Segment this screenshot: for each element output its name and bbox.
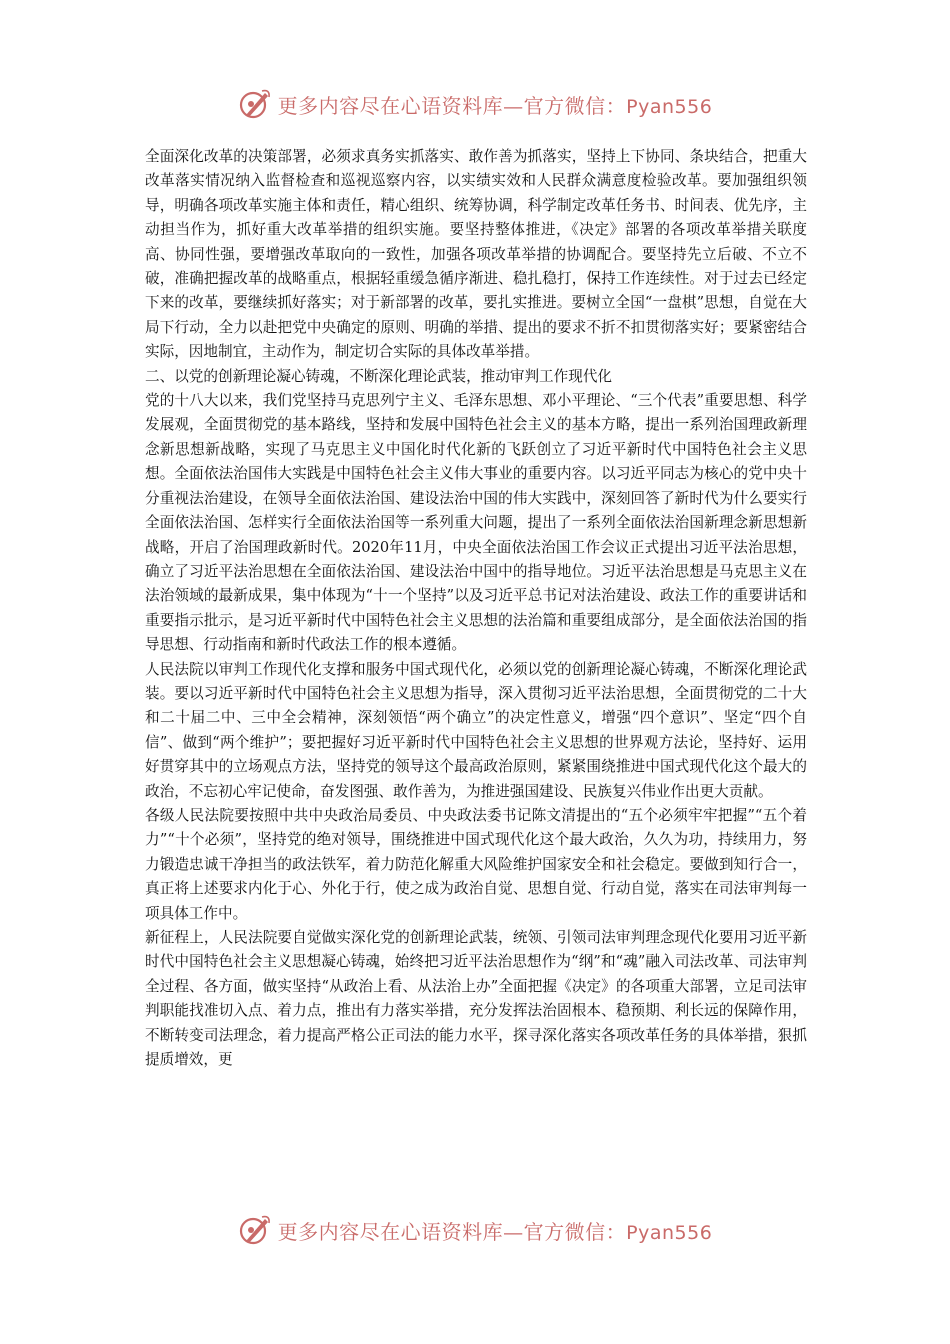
paragraph: 人民法院以审判工作现代化支撑和服务中国式现代化，必须以党的创新理论凝心铸魂，不断深化理论武装。要以习近平新时代中国特色社会主义思想为指导，深入贯彻习近平法治思想，全面贯彻党的二十大和二十届二中、三中全会精神，深刻领悟“两个确立”的决定性意义，增强“四个意识”、坚定“四个自信”、做到“两个维护”；要把握好习近平新时代中国特色社会主义思想的世界观方法论，坚持好、运用好贯穿其中的立场观点方法，坚持党的领导这个最高政治原则，紧紧围绕推进中国式现代化这个最大的政治，不忘初心牢记使命，奋发图强、敢作善为，为推进强国建设、民族复兴伟业作出更大贡献。 (145, 660, 807, 800)
document-body (145, 145, 807, 1072)
quill-pen-logo-icon (238, 1213, 272, 1247)
header-banner-text: 更多内容尽在心语资料库—官方微信：Pyan556 (277, 93, 713, 118)
quill-pen-logo-icon (238, 87, 272, 121)
paragraph: 党的十八大以来，我们党坚持马克思列宁主义、毛泽东思想、邓小平理论、“三个代表”重要思想、科学发展观，全面贯彻党的基本路线，坚持和发展中国特色社会主义的基本方略，提出一系列治国理政新理念新思想新战略，实现了马克思主义中国化时代化新的飞跃创立了习近平新时代中国特色社会主义思想。全面依法治国伟大实践是中国特色社会主义伟大事业的重要内容。以习近平同志为核心的党中央十分重视法治建设，在领导全面依法治国、建设法治中国的伟大实践中，深刻回答了新时代为什么要实行全面依法治国、怎样实行全面依法治国等一系列重大问题，提出了一系列全面依法治国新理念新思想新战略，开启了治国理政新时代。2020年11月，中央全面依法治国工作会议正式提出习近平法治思想，确立了习近平法治思想在全面依法治国、建设法治中国中的指导地位。习近平法治思想是马克思主义在法治领域的最新成果，集中体现为“十一个坚持”以及习近平总书记对法治建设、政法工作的重要讲话和重要指示批示，是习近平新时代中国特色社会主义思想的法治篇和重要组成部分，是全面依法治国的指导思想、行动指南和新时代政法工作的根本遵循。 (145, 392, 807, 654)
paragraph: 全面深化改革的决策部署，必须求真务实抓落实、敢作善为抓落实，坚持上下协同、条块结合，把重大改革落实情况纳入监督检查和巡视巡察内容，以实绩实效和人民群众满意度检验改革。要加强组织领导，明确各项改革实施主体和责任，精心组织、统筹协调，科学制定改革任务书、时间表、优先序，主动担当作为，抓好重大改革举措的组织实施。要坚持整体推进，《决定》部署的各项改革举措关联度高、协同性强，要增强改革取向的一致性，加强各项改革举措的协调配合。要坚持先立后破、不立不破，准确把握改革的战略重点，根据轻重缓急循序渐进、稳扎稳打，保持工作连续性。对于过去已经定下来的改革，要继续抓好落实；对于新部署的改革，要扎实推进。要树立全国“一盘棋”思想，自觉在大局下行动，全力以赴把党中央确定的原则、明确的举措、提出的要求不折不扣贯彻落实好；要紧密结合实际，因地制宜，主动作为，制定切合实际的具体改革举措。 (145, 148, 807, 361)
paragraph: 各级人民法院要按照中共中央政治局委员、中央政法委书记陈文清提出的“五个必须牢牢把握”“五个着力”“十个必须”，坚持党的绝对领导，围绕推进中国式现代化这个最大政治，久久为功，持续用力，努力锻造忠诚干净担当的政法铁军，着力防范化解重大风险维护国家安全和社会稳定。要做到知行合一，真正将上述要求内化于心、外化于行，使之成为政治自觉、思想自觉、行动自觉，落实在司法审判每一项具体工作中。 (145, 806, 807, 922)
paragraph: 新征程上，人民法院要自觉做实深化党的创新理论武装，统领、引领司法审判理念现代化要用习近平新时代中国特色社会主义思想凝心铸魂，始终把习近平法治思想作为“纲”和“魂”融入司法改革、司法审判全过程、各方面，做实坚持“从政治上看、从法治上办”全面把握《决定》的各项重大部署，立足司法审判职能找准切入点、着力点，推出有力落实举措，充分发挥法治固根本、稳预期、利长远的保障作用，不断转变司法理念，着力提高严格公正司法的能力水平，探寻深化落实各项改革任务的具体举措，狠抓提质增效，更 (145, 929, 807, 1069)
footer-banner-text: 更多内容尽在心语资料库—官方微信：Pyan556 (277, 1219, 713, 1244)
header-banner (0, 84, 950, 124)
section-heading: 二、以党的创新理论凝心铸魂，不断深化理论武装，推动审判工作现代化 (145, 367, 613, 385)
footer-banner (0, 1210, 950, 1250)
